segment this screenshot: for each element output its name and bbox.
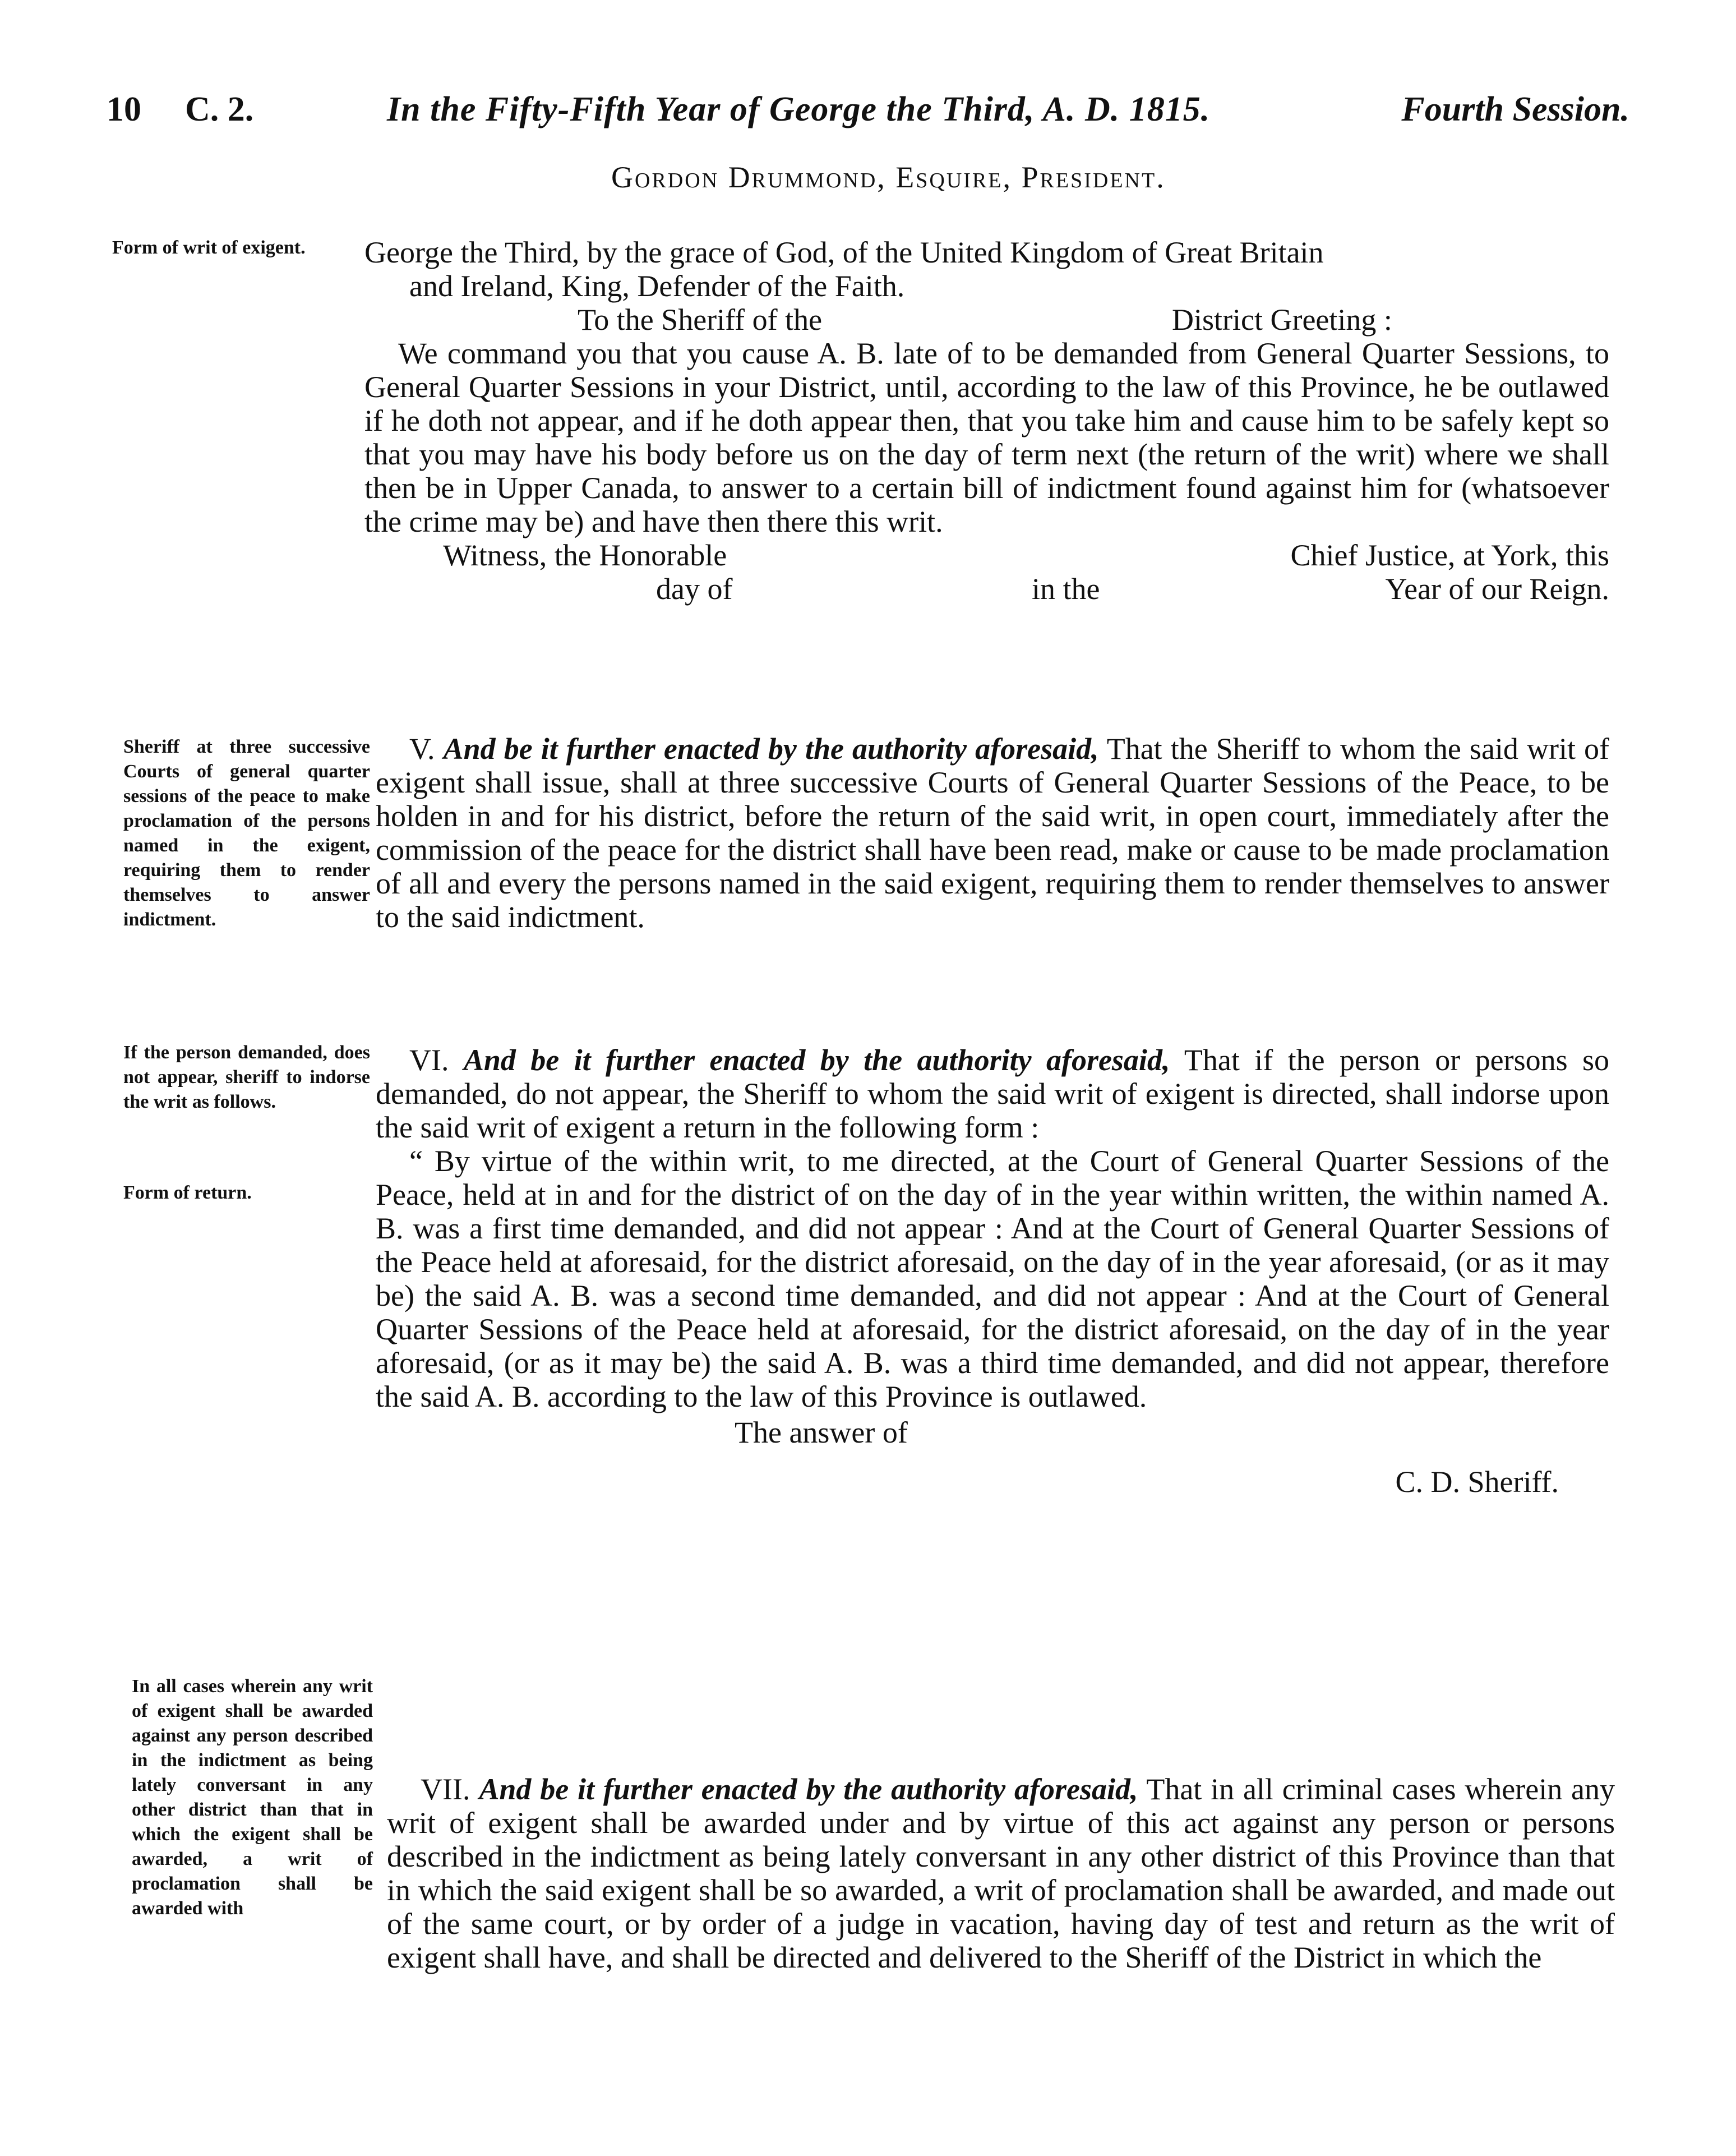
running-header <box>107 84 1629 135</box>
section-6 <box>376 1043 1609 1499</box>
writ-to-sheriff-row <box>364 303 1609 337</box>
section-7-enacting-clause: And be it further enacted by the authority aforesaid, <box>479 1772 1138 1806</box>
section-6-text: That if the person or persons so demanded, do not appear, the Sheriff to whom the said writ of exigent is directed, shall indorse upon the said writ of exigent a return in the following form : <box>376 1043 1609 1144</box>
section-7-text: That in all criminal cases wherein any writ of exigent shall be awarded under and by virtue of this act against any person or persons described in the indictment as being lately conversant in any other district of this Province than that in which the said exigent shall be so awarded, a writ of proclamation shall be awarded, and made out of the same court, or by order of a judge in vacation, having day of test and return as the writ of exigent shall have, and shall be directed and delivered to the Sheriff of the District in which the <box>387 1772 1615 1974</box>
margin-note-form-of-return: Form of return. <box>123 1182 252 1203</box>
section-6-paragraph <box>376 1043 1609 1144</box>
section-6-number: VI. <box>409 1043 449 1077</box>
writ-witness-row <box>364 538 1609 572</box>
writ-form <box>364 236 1609 606</box>
writ-in-the: in the <box>1032 572 1100 606</box>
writ-year-reign: Year of our Reign. <box>1385 572 1609 606</box>
president-line: Gordon Drummond, Esquire, President. <box>611 160 1166 194</box>
writ-body: We command you that you cause A. B. late of to be demanded from General Quarter Sessions, to General Quarter Sessions in your District, until, according to the law of this Province, he be outlawed if he doth not appear, and if he doth appear then, that you take him and cause him to be safely kept so that you may have his body before us on the day of term next (the return of the writ) where we shall then be in Upper Canada, to answer to a certain bill of indictment found against him for (whatsoever the crime may be) and have then there this writ. <box>364 337 1609 538</box>
section-5-enacting-clause: And be it further enacted by the authority aforesaid, <box>443 732 1099 766</box>
section-5-paragraph <box>376 732 1609 934</box>
section-6-sheriff-signature: C. D. Sheriff. <box>1395 1465 1559 1499</box>
section-6-return-form: “ By virtue of the within writ, to me directed, at the Court of General Quarter Sessions of the Peace, held at in and for the district of on the day of in the year within written, the within named A. B. was a first time demanded, and did not appear : And at the Court of General Quarter Sessions of the Peace held at aforesaid, for the district aforesaid, on the day of in the year aforesaid, (or as it may be) the said A. B. was a second time demanded, and did not appear : And at the Court of General Quarter Sessions of the Peace held at aforesaid, for the district aforesaid, on the day of in the year aforesaid, (or as it may be) the said A. B. was a third time demanded, and did not appear, therefore the said A. B. according to the law of this Province is outlawed. <box>376 1144 1609 1413</box>
header-title: In the Fifty-Fifth Year of George the Third, A. D. 1815. <box>387 90 1211 128</box>
session-label: Fourth Session. <box>1401 90 1629 128</box>
margin-note-form-of-writ: Form of writ of exigent. <box>112 237 306 258</box>
writ-to-sheriff: To the Sheriff of the <box>578 303 823 337</box>
section-6-answer-of: The answer of <box>735 1416 908 1449</box>
writ-witness: Witness, the Honorable <box>443 538 727 572</box>
writ-day-of: day of <box>656 572 733 606</box>
page-number: 10 <box>107 90 141 128</box>
writ-district-greeting: District Greeting : <box>1172 303 1392 337</box>
section-6-enacting-clause: And be it further enacted by the authority aforesaid, <box>463 1043 1170 1077</box>
section-7-paragraph <box>387 1772 1615 1974</box>
section-7-number: VII. <box>421 1772 470 1806</box>
writ-chief-justice: Chief Justice, at York, this <box>1290 538 1609 572</box>
margin-note-all-cases: In all cases wherein any writ of exigent shall be awarded against any person described in the indictment as being lately conversant in any other district than that in which the exigent shall be awarded, a writ of proclamation shall be awarded with <box>132 1676 373 1919</box>
writ-date-row <box>364 572 1609 606</box>
section-5 <box>376 732 1609 934</box>
writ-line-2: and Ireland, King, Defender of the Faith. <box>409 269 905 303</box>
chapter-label: C. 2. <box>185 90 254 128</box>
section-5-text: That the Sheriff to whom the said writ of exigent shall issue, shall at three successive Courts of General Quarter Sessions of the Peace, to be holden in and for his district, before the return of the said writ, in open court, immediately after the commission of the peace for the district shall have been read, make or cause to be made proclamation of all and every the persons named in the said exigent, requiring them to render themselves to answer to the said indictment. <box>376 732 1610 934</box>
section-5-number: V. <box>409 732 435 766</box>
writ-line-1: George the Third, by the grace of God, of the United Kingdom of Great Britain <box>364 236 1324 269</box>
margin-note-if-not-appear: If the person demanded, does not appear, sheriff to indorse the writ as follows. <box>123 1042 370 1112</box>
margin-note-sheriff-three-sessions: Sheriff at three successive Courts of general quarter sessions of the peace to make proclamation of the persons named in the exigent, requiring them to render themselves to answer indictment. <box>123 736 370 930</box>
section-7 <box>387 1772 1615 1974</box>
